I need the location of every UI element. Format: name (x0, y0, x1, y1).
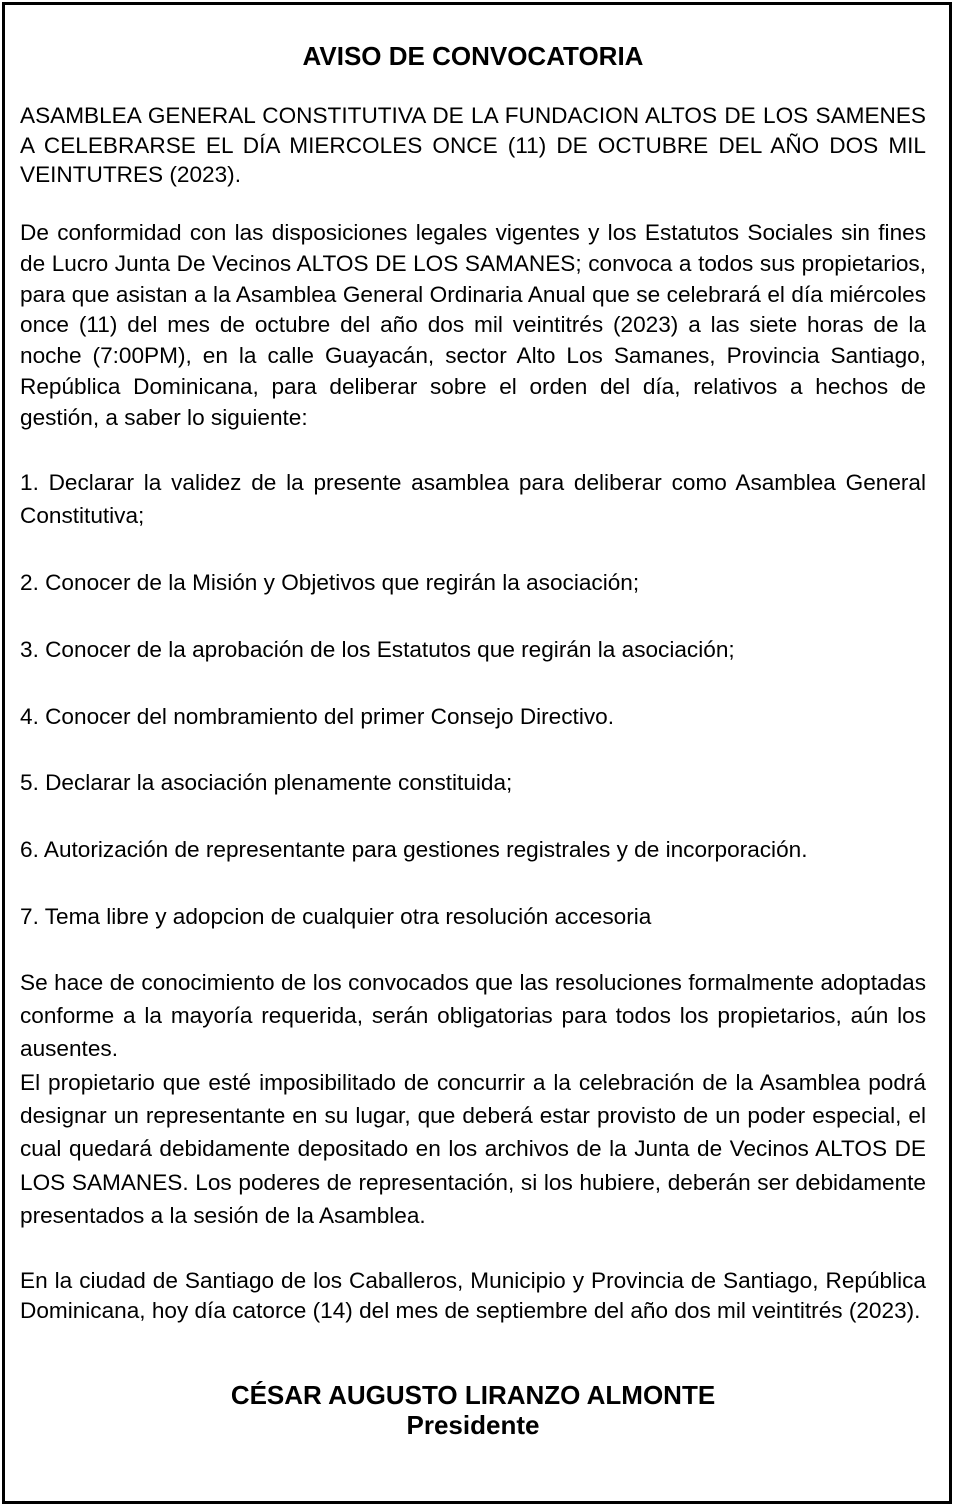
agenda-item: 7. Tema libre y adopcion de cualquier otra resolución accesoria (20, 904, 652, 929)
agenda-item: 1. Declarar la validez de la presente asamblea para deliberar como Asamblea General Constitutiva; (20, 470, 926, 528)
closing-paragraph: En la ciudad de Santiago de los Caballeros, Municipio y Provincia de Santiago, República Dominicana, hoy día catorce (14) del mes de septiembre del año dos mil veintitrés (2023). (20, 1268, 926, 1323)
notice-title: AVISO DE CONVOCATORIA (302, 41, 644, 71)
signatory-name: CÉSAR AUGUSTO LIRANZO ALMONTE (230, 1380, 716, 1410)
agenda-item: 5. Declarar la asociación plenamente constituida; (20, 770, 513, 795)
conformity-paragraph: De conformidad con las disposiciones legales vigentes y los Estatutos Sociales sin fines de Lucro Junta De Vecinos ALTOS DE LOS SAMANES; convoca a todos sus propietarios, para que asistan a la Asamblea General Ordinaria Anual que se celebrará el día miércoles once (11) del mes de octubre del año dos mil veintitrés (2023) a las siete horas de la noche (7:00PM), en la calle Guayacán, sector Alto Los Samanes, Provincia Santiago, República Dominicana, para deliberar sobre el orden del día, relativos a hechos de gestión, a saber lo siguiente: (20, 220, 926, 430)
agenda-item: 6. Autorización de representante para gestiones registrales y de incorporación. (20, 837, 808, 862)
proxy-paragraph: El propietario que esté imposibilitado de concurrir a la celebración de la Asamblea podrá designar un representante en su lugar, que deberá estar provisto de un poder especial, el cual quedará debidamente depositado en los archivos de la Junta de Vecinos ALTOS DE LOS SAMANES. Los poderes de representación, si los hubiere, deberán ser debidamente presentados a la sesión de la Asamblea. (20, 1070, 926, 1228)
agenda-item: 4. Conocer del nombramiento del primer Consejo Directivo. (20, 704, 614, 729)
resolutions-paragraph: Se hace de conocimiento de los convocados que las resoluciones formalmente adoptadas conforme a la mayoría requerida, serán obligatorias para todos los propietarios, aún los ausentes. (20, 970, 926, 1062)
agenda-item: 2. Conocer de la Misión y Objetivos que regirán la asociación; (20, 570, 640, 595)
agenda-item: 3. Conocer de la aprobación de los Estatutos que regirán la asociación; (20, 637, 735, 662)
intro-paragraph: ASAMBLEA GENERAL CONSTITUTIVA DE LA FUNDACION ALTOS DE LOS SAMENES A CELEBRARSE EL DÍA MIERCOLES ONCE (11) DE OCTUBRE DEL AÑO DOS MIL VEINTUTRES (2023). (20, 103, 926, 187)
signatory-title: Presidente (406, 1410, 540, 1440)
signature-block (20, 1380, 926, 1440)
